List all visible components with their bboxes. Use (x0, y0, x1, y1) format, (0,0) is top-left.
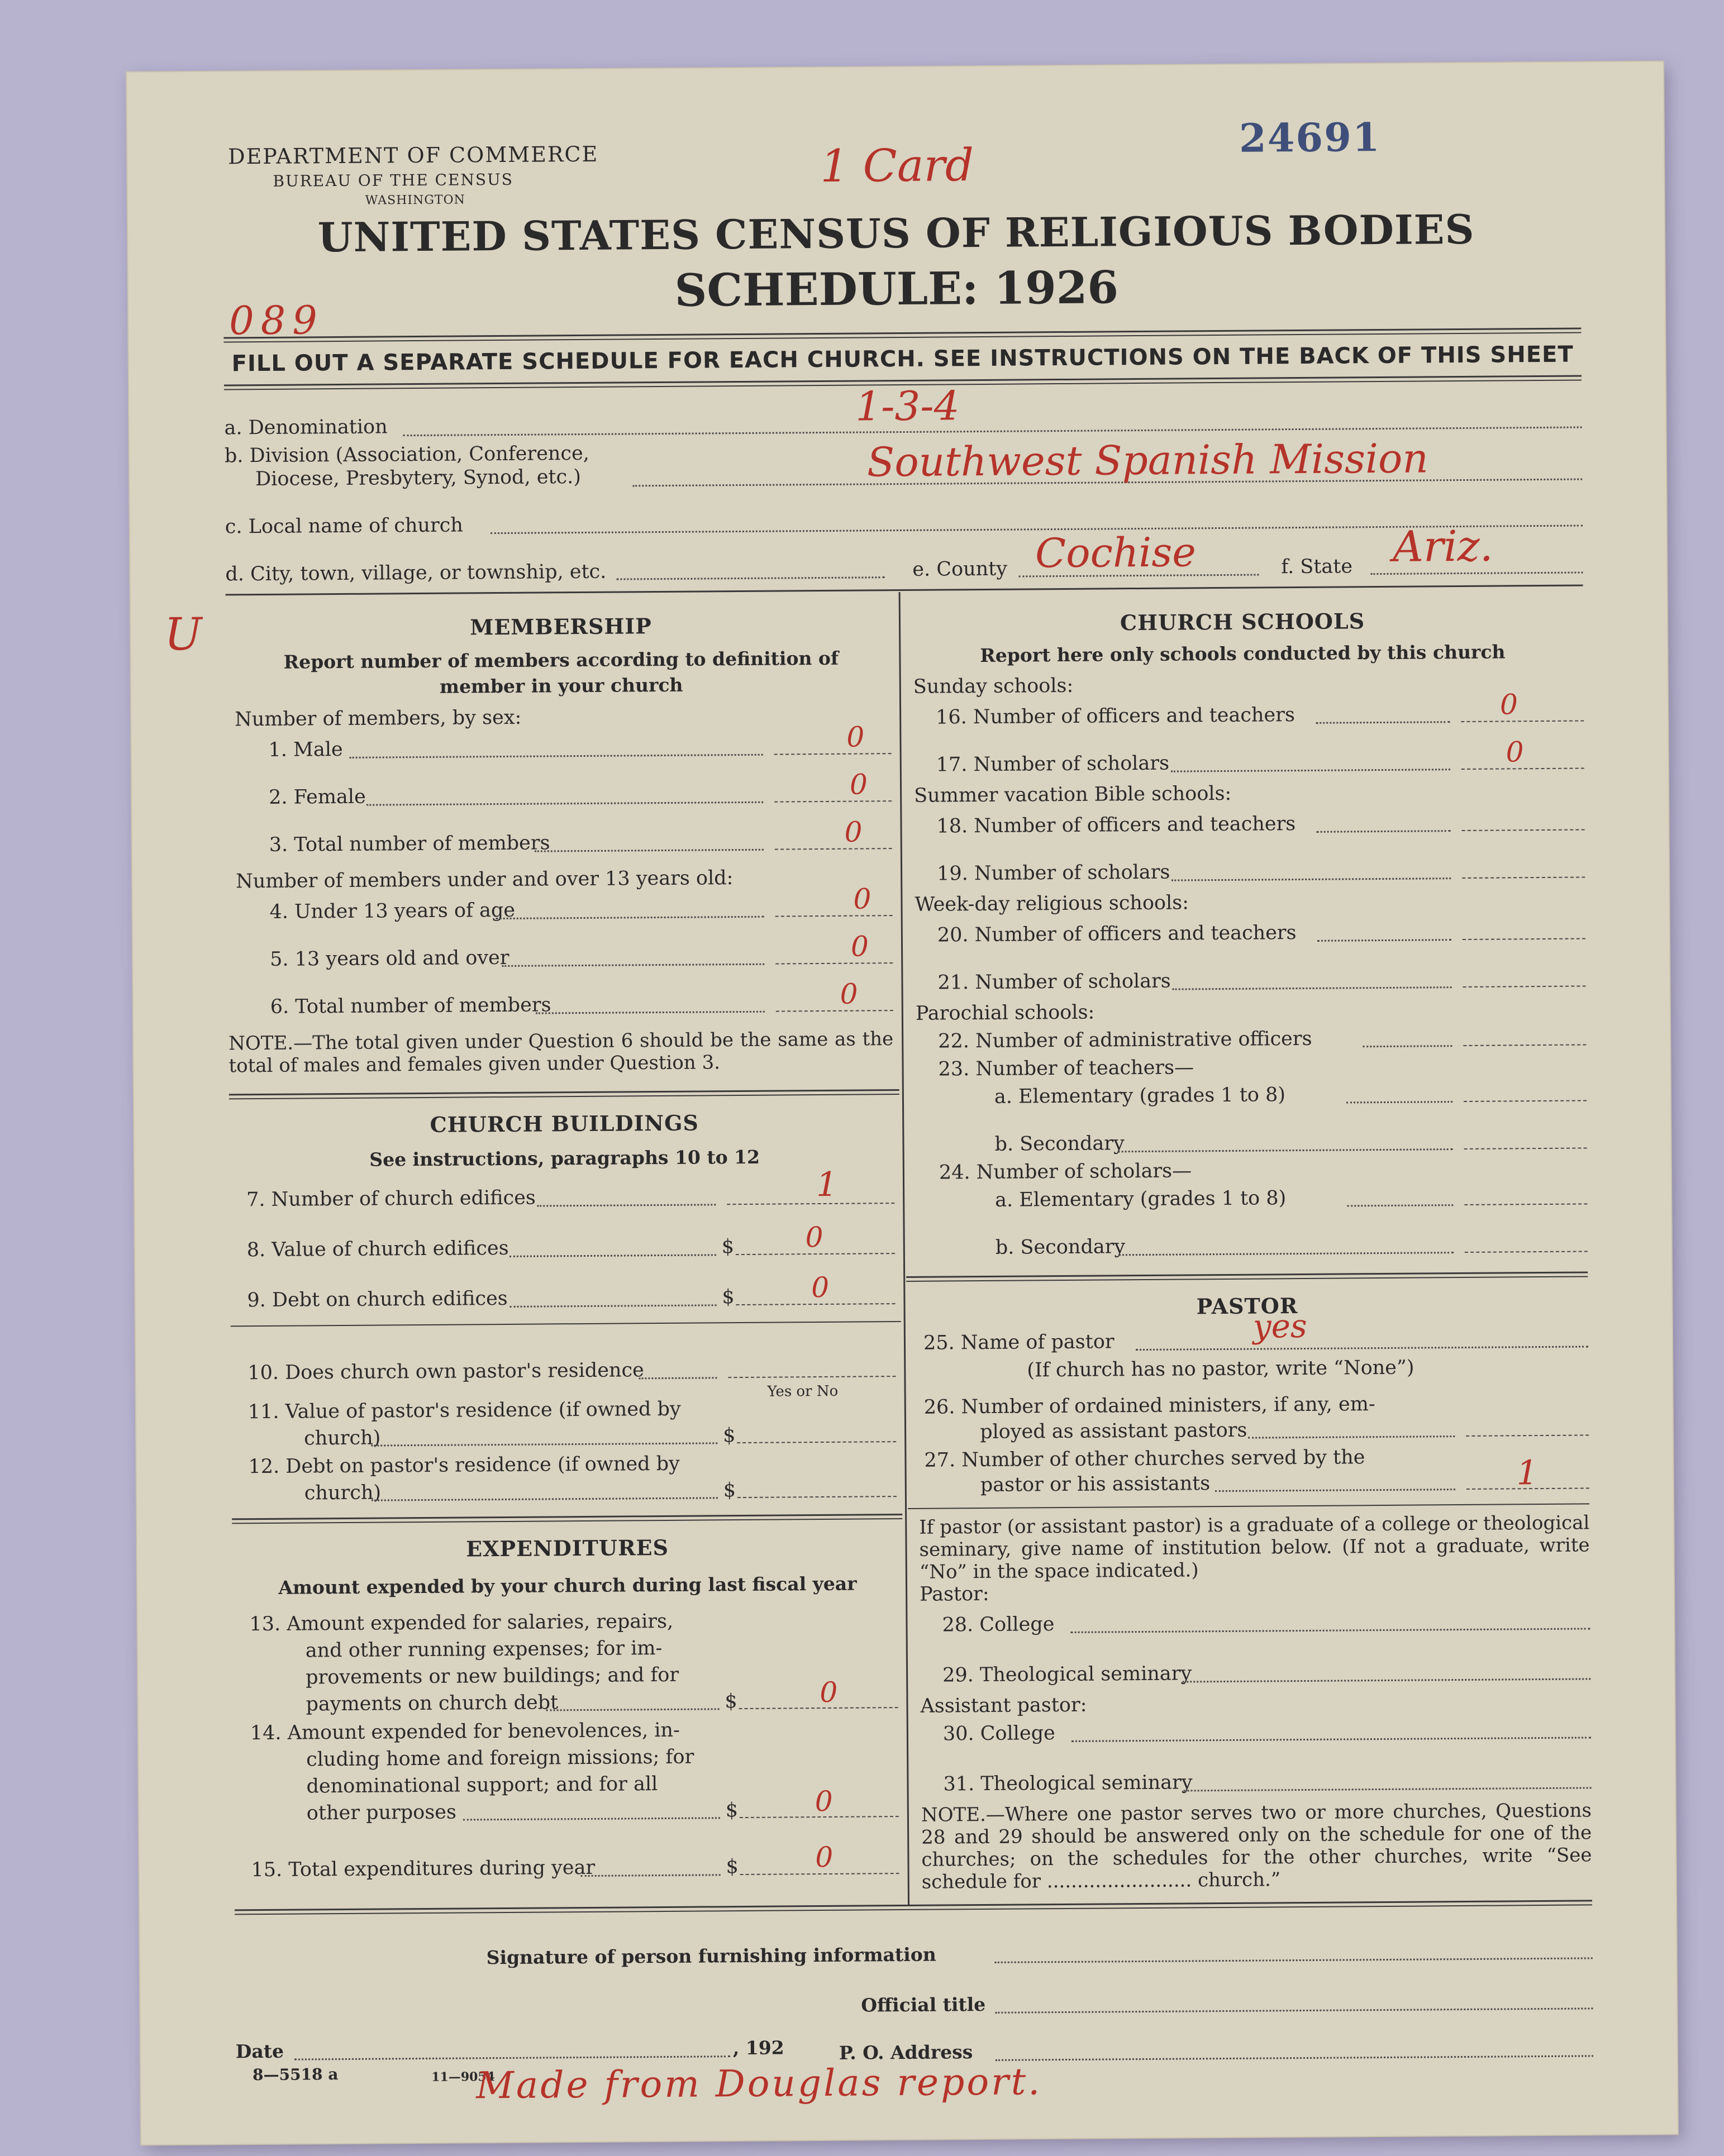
q24b-label: b. Secondary (995, 1236, 1126, 1259)
local-name-label: c. Local name of church (225, 514, 464, 538)
q11-label-line1: 11. Value of pastor's residence (if owned by (247, 1397, 681, 1424)
assistant-education-label: Assistant pastor: (920, 1694, 1087, 1718)
q3-value: 0 (844, 815, 863, 848)
q25-note: (If church has no pastor, write “None”) (1027, 1356, 1415, 1382)
q23a-field[interactable] (1464, 1100, 1587, 1102)
instruction-banner: FILL OUT A SEPARATE SCHEDULE FOR EACH CHURCH. SEE INSTRUCTIONS ON THE BACK OF THIS SHEET (231, 341, 1574, 377)
q24-label: 24. Number of scholars— (939, 1160, 1192, 1184)
membership-note: NOTE.—The total given under Question 6 should be the same as the total of males and females given under Question 3. (228, 1028, 894, 1077)
q12-label-line1: 12. Debt on pastor's residence (if owned by (248, 1452, 680, 1478)
state-field[interactable] (1370, 571, 1583, 575)
q29-field[interactable] (1183, 1678, 1590, 1682)
date-label: Date (235, 2040, 284, 2063)
q5-value: 0 (850, 930, 869, 963)
q17-value: 0 (1506, 736, 1524, 769)
q28-label: 28. College (942, 1613, 1055, 1637)
q16-label: 16. Number of officers and teachers (936, 704, 1295, 729)
q11-field[interactable] (737, 1441, 896, 1443)
weekday-schools-label: Week-day religious schools: (915, 891, 1189, 916)
q23b-field[interactable] (1464, 1147, 1587, 1149)
q24a-label: a. Elementary (grades 1 to 8) (995, 1187, 1287, 1211)
q1-value: 0 (846, 721, 865, 753)
q21-label: 21. Number of scholars (937, 970, 1171, 994)
q27-label-line1: 27. Number of other churches served by the (924, 1446, 1365, 1472)
q14-label-line1: 14. Amount expended for benevolences, in- (250, 1719, 680, 1745)
q16-value: 0 (1499, 688, 1518, 721)
official-title-label: Official title (861, 1993, 986, 2016)
q22-label: 22. Number of administrative officers (938, 1027, 1312, 1053)
q30-label: 30. College (942, 1722, 1055, 1745)
q3-field[interactable] (775, 848, 892, 850)
q19-label: 19. Number of scholars (936, 861, 1170, 885)
buildings-heading: CHURCH BUILDINGS (430, 1110, 699, 1137)
handwritten-card-note: 1 Card (820, 139, 974, 192)
q10-label: 10. Does church own pastor's residence (247, 1359, 644, 1385)
q23a-label: a. Elementary (grades 1 to 8) (994, 1084, 1286, 1108)
q17-label: 17. Number of scholars (936, 752, 1170, 776)
handwritten-margin-mark: U (164, 608, 202, 661)
year-label: , 192 (732, 2036, 784, 2059)
q13-label-line2: and other running expenses; for im- (305, 1637, 663, 1662)
q23-label: 23. Number of teachers— (938, 1056, 1194, 1081)
state-label: f. State (1281, 555, 1353, 579)
q4-field[interactable] (775, 915, 893, 917)
q18-field[interactable] (1462, 829, 1585, 831)
q21-field[interactable] (1463, 985, 1586, 988)
po-address-label: P. O. Address (839, 2041, 973, 2064)
q20-label: 20. Number of officers and teachers (937, 922, 1297, 947)
q1-label: 1. Male (268, 738, 343, 761)
q7-field[interactable] (727, 1203, 894, 1205)
q9-label: 9. Debt on church edifices (247, 1287, 508, 1312)
form-number: 8—5518 a (253, 2065, 339, 2085)
denomination-label: a. Denomination (224, 416, 388, 440)
q15-dollar: $ (726, 1856, 739, 1878)
q23b-label: b. Secondary (994, 1132, 1125, 1156)
city-town-label: d. City, town, village, or township, etc. (225, 560, 607, 586)
q6-field[interactable] (776, 1010, 893, 1012)
q29-label: 29. Theological seminary (942, 1662, 1192, 1687)
handwritten-footer-note: Made from Douglas report. (475, 2060, 1042, 2107)
q2-field[interactable] (774, 800, 892, 802)
date-field[interactable] (294, 2055, 730, 2060)
form-title: UNITED STATES CENSUS OF RELIGIOUS BODIES (317, 205, 1475, 261)
pastor-heading: PASTOR (1196, 1293, 1298, 1319)
q27-value: 1 (1516, 1453, 1539, 1493)
q6-value: 0 (840, 977, 858, 1010)
po-address-field[interactable] (996, 2055, 1593, 2060)
q31-label: 31. Theological seminary (943, 1771, 1193, 1796)
census-schedule-sheet (127, 61, 1678, 2144)
q28-field[interactable] (1071, 1628, 1590, 1633)
q11-label-line2: church) (304, 1427, 381, 1450)
q30-field[interactable] (1071, 1737, 1591, 1742)
handwritten-code: 089 (228, 297, 325, 344)
members-by-age-label: Number of members under and over 13 years old: (236, 867, 734, 893)
q14-label-line2: cluding home and foreign missions; for (306, 1745, 694, 1771)
q15-label: 15. Total expenditures during year (251, 1856, 596, 1882)
q12-label-line2: church) (304, 1481, 382, 1505)
q6-label: 6. Total number of members (270, 994, 551, 1018)
membership-heading: MEMBERSHIP (470, 613, 652, 640)
q18-label: 18. Number of officers and teachers (936, 813, 1296, 838)
q13-value: 0 (820, 1676, 838, 1709)
q4-value: 0 (853, 883, 871, 915)
official-title-field[interactable] (995, 2007, 1593, 2013)
q2-value: 0 (849, 768, 868, 801)
q19-field[interactable] (1462, 876, 1585, 879)
q13-label-line4: payments on church debt (306, 1691, 559, 1716)
q14-value: 0 (815, 1785, 833, 1818)
q14-label-line3: denominational support; and for all (306, 1773, 658, 1798)
state-value: Ariz. (1392, 521, 1494, 571)
denomination-value: 1-3-4 (855, 382, 960, 430)
expenditures-subheading: Amount expended by your church during last fiscal year (278, 1572, 857, 1599)
buildings-subheading: See instructions, paragraphs 10 to 12 (369, 1146, 760, 1171)
q24b-field[interactable] (1465, 1251, 1588, 1253)
q27-label-line2: pastor or his assistants (980, 1472, 1211, 1497)
q22-field[interactable] (1463, 1044, 1586, 1046)
q16-field[interactable] (1461, 720, 1584, 722)
graduate-instructions: If pastor (or assistant pastor) is a graduate of a college or theological seminary, give name of institution below. (If not a graduate, write “No” in the space indicated.) (919, 1511, 1590, 1583)
yes-or-no-hint: Yes or No (767, 1382, 839, 1400)
q9-value: 0 (811, 1271, 830, 1304)
summer-schools-label: Summer vacation Bible schools: (914, 782, 1232, 807)
department-label: DEPARTMENT OF COMMERCE (227, 141, 599, 169)
q31-field[interactable] (1184, 1787, 1592, 1791)
membership-subheading: Report number of members according to definition of member in your church (283, 647, 839, 698)
schools-heading: CHURCH SCHOOLS (1120, 608, 1365, 636)
q4-label: 4. Under 13 years of age (269, 899, 516, 923)
q7-label: 7. Number of church edifices (246, 1186, 536, 1211)
q25-label: 25. Name of pastor (923, 1330, 1115, 1354)
q11-dollar: $ (723, 1424, 736, 1447)
q12-field[interactable] (737, 1496, 897, 1498)
serial-stamp: 24691 (1239, 113, 1381, 161)
q7-value: 1 (816, 1165, 838, 1205)
schools-subheading: Report here only schools conducted by this church (980, 641, 1506, 667)
parochial-schools-label: Parochial schools: (915, 1001, 1095, 1025)
pastor-note: NOTE.—Where one pastor serves two or more churches, Questions 28 and 29 should be answered only on the schedule for one of the churches; on the schedules for the other churches, write “See schedule for ........................ church.” (921, 1799, 1592, 1893)
q13-dollar: $ (725, 1690, 737, 1713)
q26-label-line2: ployed as assistant pastors (979, 1419, 1247, 1444)
q13-label-line3: provements or new buildings; and for (306, 1663, 679, 1689)
county-value: Cochise (1035, 528, 1197, 577)
county-label: e. County (912, 557, 1008, 581)
q9-dollar: $ (722, 1286, 735, 1309)
q26-label-line1: 26. Number of ordained ministers, if any, em- (923, 1393, 1375, 1419)
q8-label: 8. Value of church edifices (246, 1237, 509, 1262)
expenditures-heading: EXPENDITURES (465, 1534, 669, 1562)
q1-field[interactable] (774, 753, 892, 755)
city-label: WASHINGTON (365, 193, 465, 208)
q5-field[interactable] (775, 962, 893, 964)
members-by-sex-label: Number of members, by sex: (235, 706, 522, 731)
division-label-line2: Diocese, Presbytery, Synod, etc.) (255, 465, 582, 491)
q3-label: 3. Total number of members (269, 832, 550, 856)
pastor-education-label: Pastor: (920, 1582, 989, 1606)
city-town-field[interactable] (616, 576, 884, 580)
division-label-line1: b. Division (Association, Conference, (224, 442, 589, 468)
q8-value: 0 (805, 1220, 823, 1254)
signature-label: Signature of person furnishing information (486, 1943, 936, 1969)
q5-label: 5. 13 years old and over (270, 946, 509, 971)
q10-field[interactable] (728, 1376, 896, 1378)
q15-value: 0 (815, 1840, 834, 1874)
schedule-title: SCHEDULE: 1926 (674, 261, 1119, 317)
print-number: 11—9054 (431, 2069, 496, 2085)
q20-field[interactable] (1463, 938, 1585, 940)
sunday-schools-label: Sunday schools: (913, 674, 1074, 698)
q24a-field[interactable] (1464, 1203, 1587, 1205)
q12-dollar: $ (723, 1479, 736, 1502)
bureau-label: BUREAU OF THE CENSUS (273, 170, 514, 190)
q26-field[interactable] (1466, 1434, 1589, 1437)
signature-field[interactable] (995, 1957, 1593, 1963)
q14-dollar: $ (725, 1799, 739, 1822)
division-value: Southwest Spanish Mission (866, 435, 1428, 486)
q25-field[interactable] (1136, 1346, 1588, 1351)
q25-value: yes (1252, 1306, 1307, 1346)
q8-dollar: $ (721, 1236, 735, 1258)
q14-label-line4: other purposes (306, 1801, 457, 1825)
q13-label-line1: 13. Amount expended for salaries, repairs, (249, 1610, 674, 1636)
q2-label: 2. Female (269, 785, 366, 809)
q13-field[interactable] (739, 1707, 898, 1709)
